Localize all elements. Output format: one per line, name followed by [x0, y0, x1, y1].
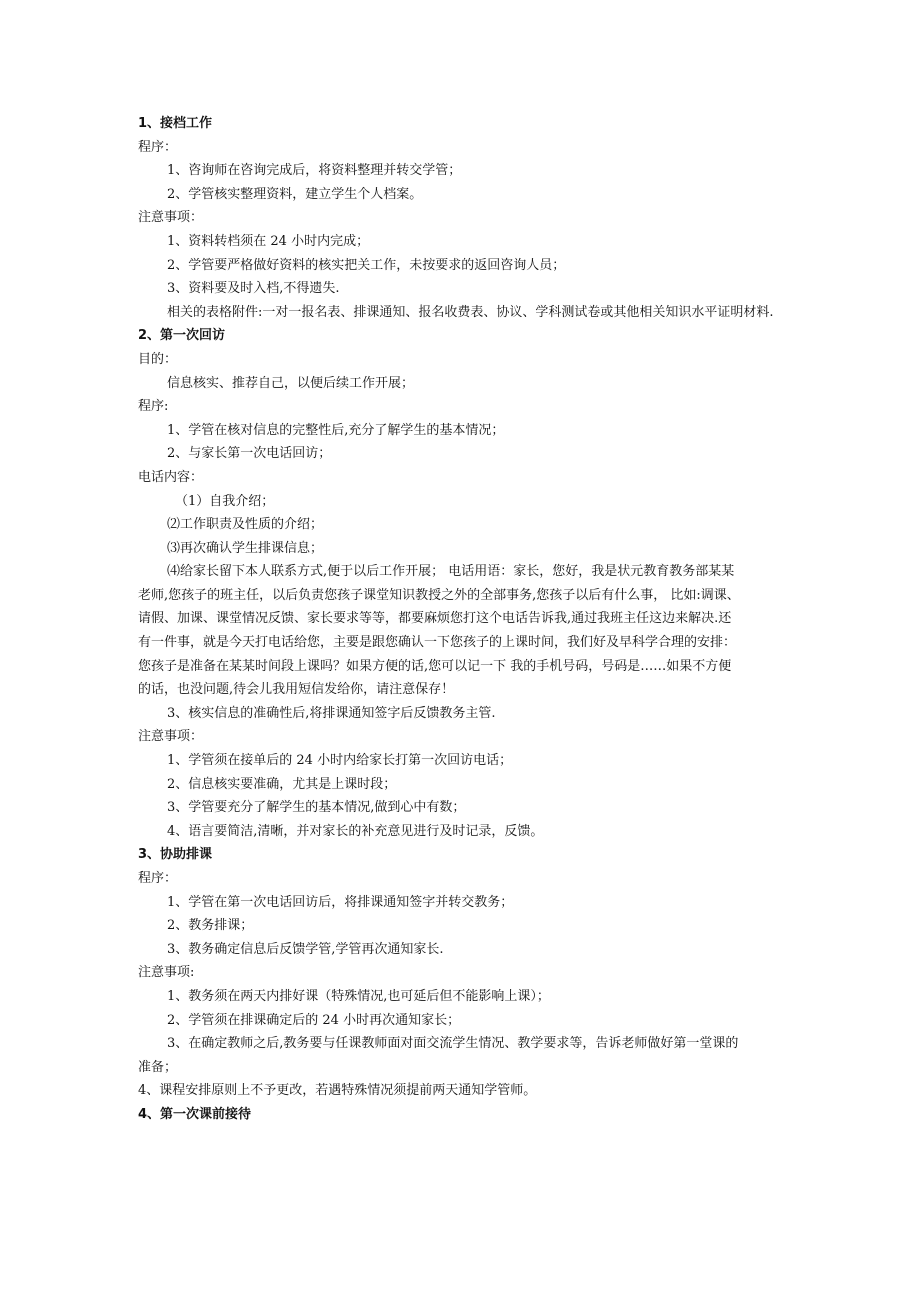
phone-item: ⑶再次确认学生排课信息； [167, 540, 324, 556]
procedure-item: 1、学管在第一次电话回访后，将排课通知签字并转交教务； [167, 894, 514, 910]
document-page [138, 112, 788, 1127]
procedure-item: 2、教务排课； [167, 918, 254, 934]
phone-script-line: 您孩子是准备在某某时间段上课吗？如果方便的话,您可以记一下 我的手机号码，号码是……如果不方便 [138, 658, 732, 674]
section-heading: 2、第一次回访 [138, 328, 226, 344]
note-item: 3、在确定教师之后,教务要与任课教师面对面交流学生情况、教学要求等，告诉老师做好第一堂课的 [167, 1036, 739, 1052]
procedure-label: 程序： [138, 139, 178, 155]
purpose-label: 目的： [138, 351, 178, 367]
note-item: 2、信息核实要准确，尤其是上课时段； [167, 776, 397, 792]
notes-label: 注意事项： [138, 210, 204, 226]
procedure-item: 3、教务确定信息后反馈学管,学管再次通知家长. [167, 941, 444, 957]
phone-script-line: ⑷给家长留下本人联系方式,便于以后工作开展； 电话用语：家长，您好，我是状元教育教务部某某 [167, 564, 735, 580]
section-heading: 4、第一次课前接待 [138, 1106, 252, 1122]
note-item: 2、学管要严格做好资料的核实把关工作，未按要求的返回咨询人员； [167, 257, 566, 273]
procedure-item: 1、学管在核对信息的完整性后,充分了解学生的基本情况； [167, 422, 505, 438]
section-heading: 3、协助排课 [138, 847, 213, 863]
notes-label: 注意事项: [138, 965, 195, 981]
note-item: 4、语言要简洁,清晰，并对家长的补充意见进行及时记录，反馈。 [167, 823, 544, 839]
procedure-label: 程序： [138, 871, 178, 886]
phone-script-line: 老师,您孩子的班主任，以后负责您孩子课堂知识教授之外的全部事务,您孩子以后有什么事， 比如:调课、 [138, 587, 740, 603]
procedure-item: 3、核实信息的准确性后,将排课通知签字后反馈教务主管. [167, 705, 496, 721]
section-heading: 1、接档工作 [138, 116, 213, 131]
phone-content-label: 电话内容： [138, 469, 204, 485]
note-item: 3、资料要及时入档,不得遗失. [167, 281, 340, 297]
notes-label: 注意事项： [138, 729, 204, 745]
phone-script-line: 请假、加课、课堂情况反馈、家长要求等等，都要麻烦您打这个电话告诉我,通过我班主任这边来解决.还 [138, 611, 732, 627]
note-item-continuation: 准备； [138, 1059, 178, 1075]
note-item: 3、学管要充分了解学生的基本情况,做到心中有数； [167, 800, 466, 816]
procedure-label: 程序: [138, 399, 169, 415]
phone-script-line: 的话，也没问题,待会儿我用短信发给你，请注意保存！ [138, 682, 455, 698]
phone-script-line: 有一件事，就是今天打电话给您，主要是跟您确认一下您孩子的上课时间，我们好及早科学合理的安排： [138, 635, 737, 651]
note-item: 2、学管须在排课确定后的 24 小时再次通知家长； [167, 1012, 461, 1028]
note-item: 4、课程安排原则上不予更改，若遇特殊情况须提前两天通知学管师。 [138, 1083, 537, 1099]
phone-item: ⑵工作职责及性质的介绍； [167, 517, 324, 533]
procedure-item: 2、学管核实整理资料，建立学生个人档案。 [167, 186, 423, 202]
procedure-item: 1、咨询师在咨询完成后，将资料整理并转交学管； [167, 163, 462, 179]
note-item: 1、资料转档须在 24 小时内完成； [167, 233, 370, 249]
procedure-item: 2、与家长第一次电话回访； [167, 446, 332, 462]
attachments-paragraph: 相关的表格附件:一对一报名表、排课通知、报名收费表、协议、学科测试卷或其他相关知识水平证明材料. [167, 304, 774, 320]
note-item: 1、学管须在接单后的 24 小时内给家长打第一次回访电话； [167, 753, 513, 769]
purpose-text: 信息核实、推荐自己，以便后续工作开展； [167, 375, 415, 391]
phone-item: （1）自我介绍； [175, 493, 275, 509]
note-item: 1、教务须在两天内排好课（特殊情况,也可延后但不能影响上课）； [167, 988, 550, 1004]
